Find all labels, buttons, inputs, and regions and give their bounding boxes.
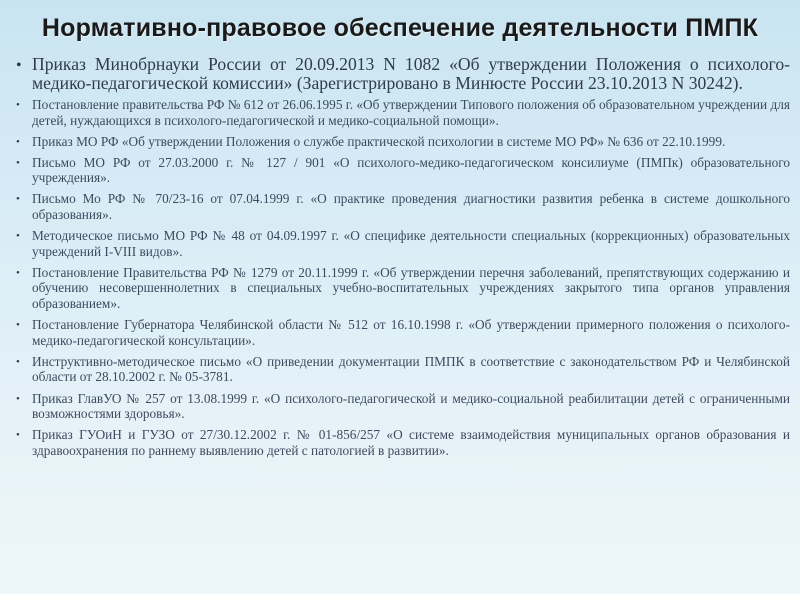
list-item-text: Методическое письмо МО РФ № 48 от 04.09.1997 г. «О специфике деятельности специальных (коррекционных) образовательных учреждений I-VIII видов». bbox=[32, 228, 790, 259]
list-item-8 bbox=[14, 317, 790, 348]
bullet-icon: • bbox=[16, 99, 20, 111]
bullet-icon: • bbox=[16, 266, 20, 279]
bullet-icon: • bbox=[16, 57, 22, 74]
bullet-icon: • bbox=[16, 193, 20, 206]
list-item-text: Постановление Правительства РФ № 1279 от 20.11.1999 г. «Об утверждении перечня заболеваний, препятствующих содержанию и обучению несовершеннолетних в специальных учебно-воспитательных учреждениях закрытого типа органов управления образованием». bbox=[32, 264, 790, 312]
list-item-7 bbox=[14, 265, 790, 312]
list-item-text: Письмо МО РФ от 27.03.2000 г. № 127 / 901 «О психолого-медико-педагогическом консилиуме (ПМПк) образовательного учреждения». bbox=[32, 154, 790, 186]
bullet-icon: • bbox=[16, 429, 20, 442]
list-item-3 bbox=[14, 134, 790, 150]
document-list bbox=[14, 55, 790, 458]
list-item-text: Приказ Минобрнауки России от 20.09.2013 N 1082 «Об утверждении Положения о психолого-медико-педагогической комиссии» (Зарегистрировано в Минюсте России 23.10.2013 N 30242). bbox=[32, 54, 790, 93]
list-item-text: Письмо Мо РФ № 70/23-16 от 07.04.1999 г. «О практике проведения диагностики развития ребенка в системе дошкольного образования». bbox=[32, 191, 790, 223]
slide-content bbox=[14, 55, 790, 464]
list-item-4 bbox=[14, 155, 790, 186]
bullet-icon: • bbox=[16, 156, 20, 169]
list-item-2 bbox=[14, 97, 790, 128]
list-item-9 bbox=[14, 354, 790, 385]
list-item-text: Приказ ГлавУО № 257 от 13.08.1999 г. «О психолого-педагогической и медико-социальной реабилитации детей с ограниченными возможностями здоровья». bbox=[32, 390, 790, 422]
list-item-text: Приказ ГУОиН и ГУЗО от 27/30.12.2002 г. № 01-856/257 «О системе взаимодействия муниципальных органов образования и здравоохранения по раннему выявлению детей с патологией в развитии». bbox=[32, 427, 790, 458]
list-item-6 bbox=[14, 228, 790, 259]
bottom-edge-strip bbox=[0, 594, 800, 600]
bullet-icon: • bbox=[16, 230, 20, 243]
slide-title: Нормативно-правовое обеспечение деятельности ПМПК bbox=[41, 14, 759, 42]
list-item-1 bbox=[14, 55, 790, 93]
bullet-icon: • bbox=[16, 135, 20, 148]
list-item-5 bbox=[14, 191, 790, 222]
bullet-icon: • bbox=[16, 319, 20, 332]
list-item-text: Приказ МО РФ «Об утверждении Положения о службе практической психологии в системе МО РФ» № 636 от 22.10.1999. bbox=[32, 133, 726, 149]
list-item-11 bbox=[14, 427, 790, 458]
list-item-text: Постановление Губернатора Челябинской области № 512 от 16.10.1998 г. «Об утверждении примерного положения о психолого-медико-педагогической консультации». bbox=[32, 317, 790, 348]
list-item-text: Инструктивно-методическое письмо «О приведении документации ПМПК в соответствие с законодательством РФ и Челябинской области от 28.10.2002 г. № 05-3781. bbox=[32, 353, 790, 385]
list-item-text: Постановление правительства РФ № 612 от 26.06.1995 г. «Об утверждении Типового положения об образовательном учреждении для детей, нуждающихся в психолого-педагогической и медико-социальной помощи». bbox=[32, 97, 790, 128]
bullet-icon: • bbox=[16, 392, 20, 405]
bullet-icon: • bbox=[16, 355, 20, 368]
list-item-10 bbox=[14, 391, 790, 422]
